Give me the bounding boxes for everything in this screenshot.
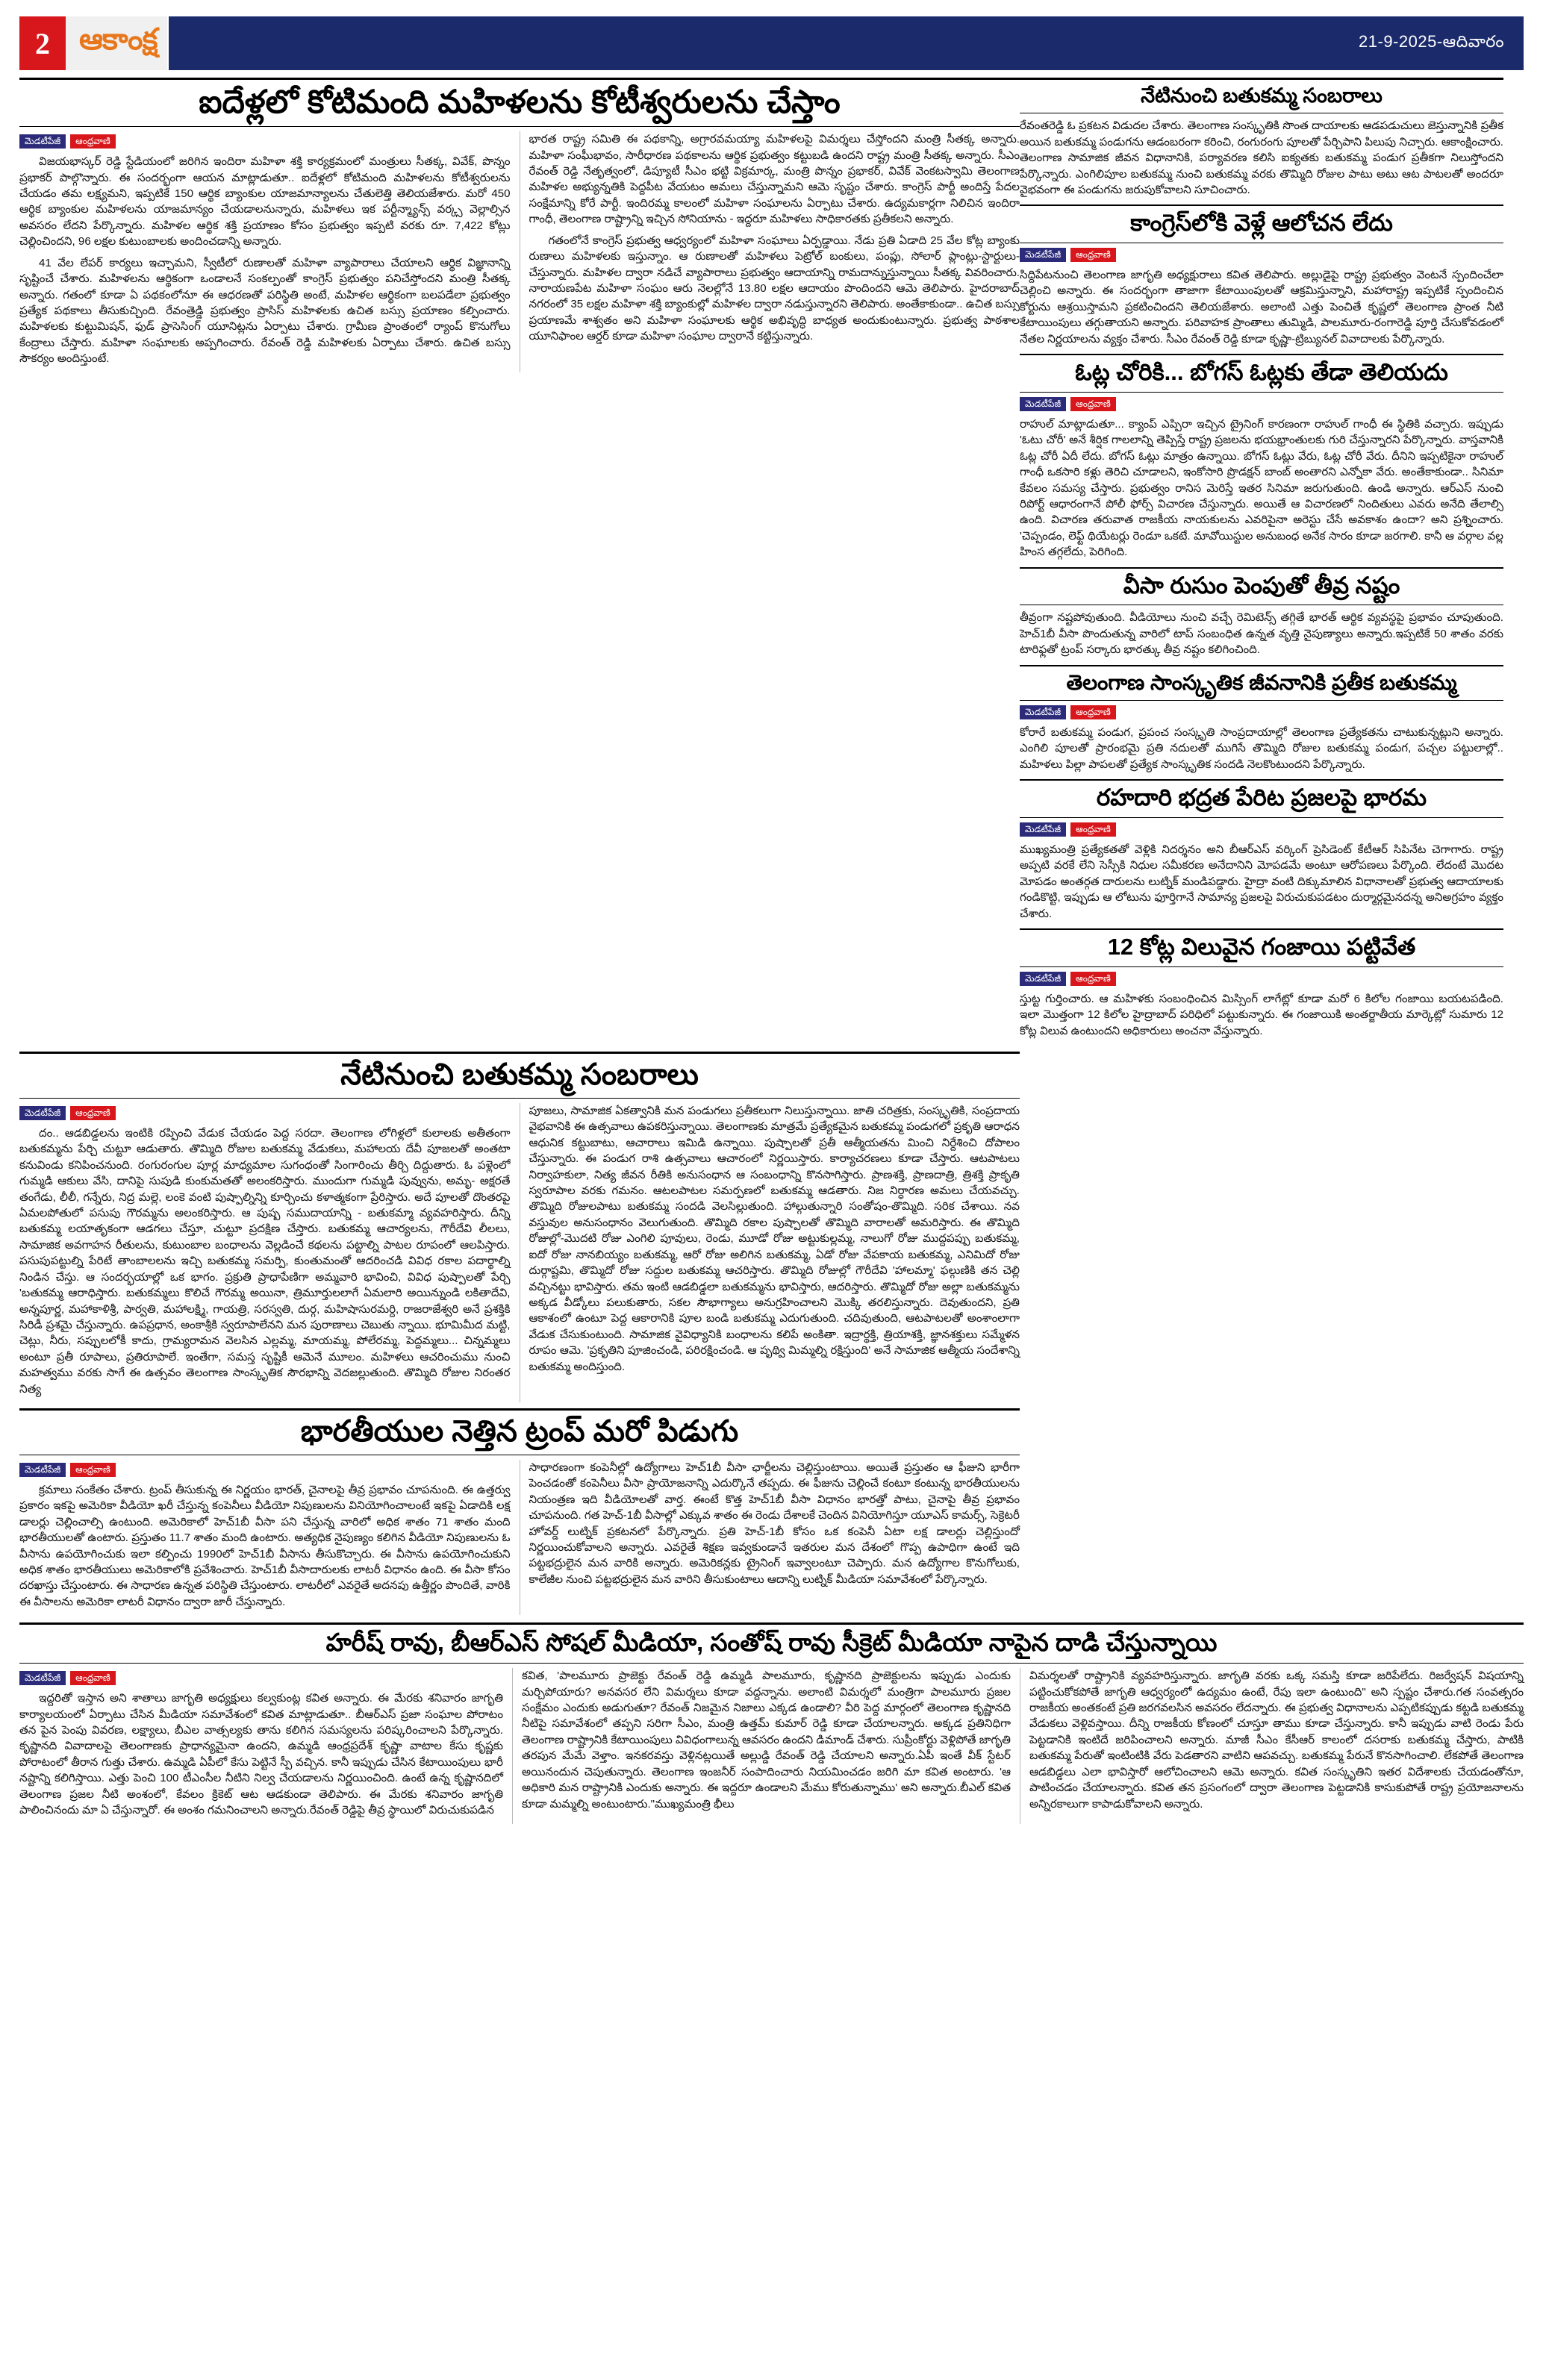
right-rail [1020, 78, 1503, 1044]
paragraph: విమర్శలతో రాష్ట్రానికి వ్యవహరిస్తున్నారు. జాగృతి వరకు ఒక్క సమస్తి కూడా జరిపేలేదు. రిజర్వేషన్ విషయాన్ని పట్టించుకోకపోతే జాగృతి ఆధ్వర్యంలో ఉద్యమం ఉంటే, రేపు ఇలా ఉంటుంది" అని స్పష్టం చేశారు.గత సంవత్సరం రాజకీయ అంతకంటే ప్రతి జరగవలసిన అవసరం లేదన్నారు. ఈ ప్రభుత్వ విధానాలను ఎప్పటికప్పుడు కట్టడి బతుకమ్మ వేడుకలు వెళ్లివస్తాయి. దీన్ని రాజకీయ కోణంలో చూస్తూ తాము కూడా చేస్తున్నారు. కానీ ఇప్పుడు వాటి రెండు పేరు పెట్టడానికి ఇంటిదే జరిపించాలని అన్నారు. మాజీ సీఎం కేసీఆర్ కాలంలో దసరాకు బతుకమ్మ చేస్తారు, పాటికి బతుకమ్మ పేరుతో ఇంటింటికి వేరు పెడతారని వాటిని ఆపవచ్చు. బతుకమ్మ పేరునే కొనసాగించాలి. లేకపోతే తెలంగాణ ఆడబిడ్డలు ఎలా భావిస్తారో ఆలోచించాలని ఆమె అన్నారు. కవిత సంస్కృతిని ఇతర విదేశాలకు చేయడంతోనూ, పాటించడం చేయాలన్నారు. కవిత తన ప్రసంగంలో ద్వారా తెలంగాణ పెట్టడానికి కాసుకుపోతే రాష్ట్ర ప్రయోజనాలను అన్నిరకాలుగా కాపాడుకోవాలని అన్నారు. [1029, 1670, 1524, 1811]
rail-2-byline [1020, 248, 1503, 262]
byline-desk: మెడటీపేజీ [1020, 822, 1066, 837]
byline-source: ఆంధ్రవాణి [70, 134, 116, 149]
byline-source: ఆంధ్రవాణి [70, 1671, 116, 1685]
article-1-headline: ఐదేళ్లలో కోటిమంది మహిళలను కోటీశ్వరులను చేస్తాం [199, 84, 841, 120]
byline-desk: మెడటీపేజీ [1020, 248, 1066, 262]
paragraph: రాహుల్ మాట్లాడుతూ... క్యాంప్ ఎప్పిరా ఇచ్చిన ట్రైనింగ్ కారణంగా రాహుల్ గాంధీ ఈ స్థితికి వచ్చారు. ఇప్పుడు 'ఓటు చోరీ' అనే శీర్షిక గాలలాన్ని తెప్పిస్తే రాష్ట్ర ప్రజలను భయభ్రాంతులకు గురి చేస్తున్నారని పేర్కొన్నారు. వాస్తవానికి ఓట్ల చోరీ ఏదీ లేదు. బోగస్ ఓట్లు మాత్రం ఉన్నాయి. బోగస్ ఓట్లు వేరు, ఓట్ల చోరీ వేరు. దీనిని ఇప్పటికైనా రాహుల్ గాంధీ ఒకసారి కళ్లు తెరిచి చూడాలని, ఇంకోసారి ప్రొడక్షన్ బాంబ్ అంతారని ఎన్నోకా వేరు. అంతేకాకుండా.. సినిమా కేవలం సమస్య చేస్తారు. ప్రభుత్వం రానిస మెరిస్తే ఇతర సినిమా జరుగుతుంది. ఉండి అన్నారు. ఆర్ఎస్ నుంచి రిపోర్ట్ ఆధారంగానే పోలీ ఫోర్స్ విచారణ చేస్తున్నారు. అయితే ఆ విచారణలో నిందితులు ఎవరు అనేది తేలాల్సి ఉంది. విచారణ తరువాత రాజకీయ నాయకులను ఎవరిపైనా అరెస్టు చేసే అవకాశం ఉందా? అని ప్రశ్నించారు. 'చెప్పండం, లెఫ్ట్ థియేటర్లు రెండూ ఒకటే. మావోయిస్టుల అనుబంధ అనేక సారం కూడా జరగాలి. కానీ ఆ వర్గాల వల్ల హింస తగ్గలేదు, పెరిగింది. [1020, 417, 1503, 559]
rail-7-byline [1020, 972, 1503, 986]
page-number: 2 [19, 16, 66, 70]
article-2-byline [19, 1106, 511, 1120]
publication-logo [66, 16, 169, 70]
rail-5-headline: తెలంగాణ సాంస్కృతిక జీవనానికి ప్రతీక బతుకమ్మ [1066, 670, 1457, 694]
paragraph: కోరారే బతుకమ్మ పండుగ, ప్రపంచ సంస్కృతి సాంప్రదాయాల్లో తెలంగాణ ప్రత్యేకతను చాటుకున్నట్లుని అన్నారు. ఎంగిలి పూలతో ప్రారంభమై ప్రతి నదులతో ముగిసే తొమ్మిది రోజుల బతుకమ్మ పండుగ, పచ్చల పట్టులాల్లో.. మహిళలు పిల్లా పాపలతో ప్రత్యేక సాంస్కృతిక సందడి నెలకొంటుందని పేర్కొన్నారు. [1020, 726, 1503, 771]
article-2-body [19, 1103, 1020, 1402]
publication-date: 21-9-2025-ఆదివారం [1359, 31, 1504, 51]
article-3-body [19, 1460, 1020, 1615]
byline-source: ఆంధ్రవాణి [1070, 397, 1116, 411]
rail-6-headline: రహదారి భద్రత పేరిట ప్రజలపై భారమ [1096, 784, 1427, 811]
logo-text: ఆకాంక్ష [79, 22, 158, 56]
byline-desk: మెడటీపేజీ [1020, 705, 1066, 719]
byline-desk: మెడటీపేజీ [19, 1106, 66, 1120]
article-3 [19, 1408, 1020, 1615]
article-1-body [19, 131, 1020, 372]
masthead-bar [169, 16, 1524, 70]
paragraph: రేవంతరెడ్డి ఓ ప్రకటన విడుదల చేశారు. తెలంగాణ సంస్కృతికి సొంత దాయాలకు ఆడపడుచులు జెస్తున్నానికి ప్రతీక అయిన బతుకమ్మ పండుగను ఆడంబరంగా కరించి, రంగురంగు పూలతో పేర్చిపాని పిలుపు నిచ్చారు. ఆకాంక్షించారు. తెలంగాణ సామాజిక జీవన విధానానికి, పర్యావరణ కలిసి ఐక్యతకు బతుకమ్మ పండుగ ప్రతీకగా నిలుస్తోందని పేర్కొన్నారు. ఎంగిలిపూల బతుకమ్మ నుంచి బతుకమ్మ వరకు తొమ్మిది రోజుల పాటు అటు ఆట పాటలతో అందరూ వైభవంగా ఈ పండుగను జరుపుకోవాలని సూచించారు. [1020, 119, 1503, 196]
byline-source: ఆంధ్రవాణి [1070, 705, 1116, 719]
byline-desk: మెడటీపేజీ [19, 1671, 66, 1685]
paragraph: 41 వేల లేపర్ కార్యలు ఇచ్చామని, స్వీటీలో రుణాలతో మహిళా వ్యాపారాలు చేయాలని ఆర్థిక విజ్ఞానాన్ని సృష్టించే చేశారు. మహిళలను ఆర్థికంగా ఒండాలనే సంకల్పంతో కాంగ్రెస్ ప్రభుత్వం పనిచేస్తోందని మంత్రి సీతక్క అన్నారు. గతంలో కూడా ఏ పథకంలోనూ ఈ ఆధరణతో పరిస్థితి అంటే, మహిళల ఆర్థికంగా బలపడేలా ప్రభుత్వం ప్రత్యేక పథకాలు తీసుకుచ్చింది. రేవంత్రెడ్డి ప్రభుత్వం ప్రాసిస్ మహిళలకు ఉచిత బస్సు ప్రయాణం కల్పించారు. మహిళలకు కుట్టుమిషన్, ఫుడ్ ప్రాసెసింగ్ యూనిట్లను ఏర్పాటు చేశారు. గ్రామీణ ప్రాంతంలో ర్యాంప్ కొనుగోలు కేంద్రాలు చేస్తారు. మహిళా సంఘాలకు అప్పగించారు. రేవంత్ రెడ్డి మహిళలకు ఏర్పాటు చేశారు. ఉచిత బస్సు సౌకర్యం అందిస్తుంటే. [19, 256, 511, 366]
paragraph: పూజలు, సామాజిక ఏకత్వానికి మన పండుగలు ప్రతీకలుగా నిలుస్తున్నాయి. జాతి చరిత్రకు, సంస్కృతికి, సంప్రదాయ వైభవానికి ఈ ఉత్సవాలు ఉపకరిస్తున్నాయి. తెలంగాణకు మాత్రమే ప్రత్యేకమైన బతుకమ్మ పండుగలో ప్రకృతి ఆరాధన ఆధునిక కట్టుబాటు, ఆచారాలు ఇమిడి ఉన్నాయి. పుష్పాలతో ప్రతీ ఆత్మీయతను మించి నిర్దేశించి దోపాలం చేస్తున్నారు. ఈ పండుగ రాశి ఉత్సవాలు ఆచారంలో నిర్ణయిస్తారు. కార్యాచరణలు కూడా చేస్తారు. ఆటపాటలు నిర్వాహకులా, నిత్య జీవన రీతికి అనుసంధాన ఆ సంబంధాన్ని కొనసాగిస్తారు. ప్రాణశక్తి, ప్రాణదాత్రి, త్రిశక్తి ప్రాకృతి స్వరూపాల వరకు గమనం. ఆటలపాటల సమర్పణలో బతుకమ్మ ఆడతారు. నిజ నిర్ధారణ అమలు చేయవచ్చు. తొమ్మిది రోజులపాటు బతుకమ్మ సందడి వెలసిల్లుతుంది. హాల్గుతున్నారి సంతోషం-తొమ్మిది. సరిక చేశాయి. నవ వస్తువుల అనుసంధానం వెలుగుతుంది. తొమ్మిది రకాల పుష్పాలతో తొమ్మిది వారాలతో అమరిస్తారు. ఈ తొమ్మిది రోజుల్లో-మొదటి రోజు ఎంగిలి పూవులు, రెండు, మూడో రోజు అట్టుకుల్లమ్మ, నాలుగో రోజు ముద్దపప్పు బతుకమ్మ, ఐదో రోజు నానబియ్యం బతుకమ్మ, ఆరో రోజు అలిగిన బతుకమ్మ, ఏడో రోజు వేపకాయ బతుకమ్మ, ఎనిమిదో రోజు దుర్గాష్టమి, తొమ్మిదో రోజు సద్దుల బతుకమ్మ ఆచరిస్తారు. తొమ్మిది రోజుల్లో గౌరీదేవి 'హాలమ్మా' ఫల్గుణికి తన చెల్లి వచ్చినట్టు భావిస్తారు. తమ ఇంటి ఆడబిడ్డలా బతుకమ్మను భావిస్తారు, ఆదరిస్తారు. తొమ్మిదో రోజు అల్లా బతుకమ్మను అక్కడ వీడ్కోలు పలుకుతారు, సకల సౌభాగ్యాలు అనుగ్రహించాలని మొక్కి తరలిస్తున్నారు. దెవుతుందని, ప్రతి ఆకాశంలో ఉంటూ పెద్ద ఆకారానికి పూల బండి బతుకమ్మ ఎదుగుతుంది. చదివుతుంది, ఆటపాటలతో అంశాంలాగా వేడుక చేసుకుంటుంది. సామాజిక వైవిధ్యానికి బంధాలను కలిపే అంకితా. ఇద్రార్థక్తి, త్రియాశక్తి, జ్ఞానశక్తులు సమ్మేళన రూపం ఆమె. 'ప్రకృతిని పూజించండి, పరిరక్షించండి. ఆ పృథ్వి మిమ్మల్ని రక్షిస్తుంది' అనే సామాజిక ఆత్మీయ సందేశాన్ని బతుకమ్మ అందిస్తుంది. [529, 1104, 1020, 1373]
paragraph: కవిత, 'పాలమూరు ప్రాజెక్టు రేవంత్ రెడ్డి ఉమ్మడి పాలమూరు, కృష్ణానది ప్రాజెక్టులను ఇప్పుడు ఎందుకు మర్చిపోయారు? అనవసర లేని విమర్శలు కూడా వద్దన్నాను. అలాంటి విమర్శలో మంత్రిగా పాలమూరు ప్రజల సంక్షేమం ఎందుకు అడుగుతూ? రేవంత్ నిజమైన నిజాలు ఎక్కడ ఉండాలి? వీరి పెద్ద మార్గంలో తెలంగాణ కృష్ణానది నీటిపై సమావేశంలో తప్పని సరిగా సీఎం, మంత్రి ఉత్తమ్ కుమార్ రెడ్డి కూడా చేయాలన్నారు. అక్కడ ప్రతినిధిగా తెలంగాణ రాష్ట్రానికి కేటాయింపులు వివిధంగాలున్న ఆవసరం ఉందని డిమాండ్ చేశారు. సుప్రీంకోర్టు వెళ్లిపోతే జాగృతి తరపున మేమే వెళ్తాం. ఇనకరవస్తు వెళ్లినట్లయితే అల్లుడ్డి రేవంత్ రెడ్డి చేయాలని అన్నారు.ఏపీ ఇంతే వీక్ స్టేటర్ అయినందున చెపుతున్నారు. తెలంగాణ ఇంజనీర్ సంపాదించారు నియమించడం జరిగి మా కవిత అంటారు. 'ఆ అధికారి మన రాష్ట్రానికి ఎందుకు అన్నారు. ఈ ఇద్దరూ ఉండాలని మేము కోరుతున్నాము' అని అన్నారు.బీఎల్ కవిత కూడా మమ్మల్ని అంటుంటారు."ముఖ్యమంత్రి భీలు [522, 1670, 1011, 1811]
paragraph: గతంలోనే కాంగ్రెస్ ప్రభుత్వ ఆధ్వర్యంలో మహిళా సంఘాలు ఏర్పడ్డాయి. నేడు ప్రతి ఏడాది 25 వేల కోట్ల బ్యాంకు రుణాలు మహిళలకు ఇస్తున్నాం. ఆ రుణాలతో మహిళలు పెట్రోల్ బంకులు, పంప్లు, సోలార్ ప్లాంట్లు-స్టార్టులు-చేస్తున్నారు. మహిళల ద్వారా నడిచే వ్యాపారాలు ప్రభుత్వం ఆదాయాన్ని రామదాన్నుస్తున్నాయి సీతక్క వివరించారు. నారాయణపేట మహిళా సంఘం ఆరు నెలల్లోనే 13.80 లక్షల ఆదాయం పొందిందని ఆమె తెలిపారు. హైదరాబాద్ నగరంలో 35 లక్షల మహిళా శక్తి బ్యాంకుల్లో మహిళల ద్వారా నడుస్తున్నారని తెలిపారు. అంతేకాకుండా.. ఉచిత బస్సు ప్రయాణమే శాశ్వతం అని మహిళా సంఘాలకు ఆర్థిక అభివృద్ధి బాధ్యత అందుకుంటున్నారు. ప్రభుత్వ పాఠశాల యూనిఫాంల ఆర్డర్ కూడా మహిళా సంఘాల ద్వారానే కట్టిస్తున్నారు. [529, 234, 1020, 343]
rail-2-headline: కాంగ్రెస్‌లోకి వెళ్లే ఆలోచన లేదు [1130, 210, 1393, 237]
article-3-headline: భారతీయుల నెత్తిన ట్రంప్ మరో పిడుగు [300, 1415, 739, 1449]
byline-source: ఆంధ్రవాణి [70, 1106, 116, 1120]
paragraph: ఇద్దరితో ఇస్తాన అని శాతాలు జాగృతి అధ్యక్షులు కల్వకుంట్ల కవిత అన్నారు. ఈ మేరకు శనివారం జాగృతి కార్యాలయంలో ఏర్పాటు చేసిన మీడియా సమావేశంలో కవిత మాట్లాడుతూ.. బీఆర్ఎస్ ప్రజా సంఘాల పోరాటం తన పైన పెంపు వివరణ, లక్ష్యాలు, బీఎల వాత్సల్యకు తాను కలిగిన సమస్యలను పరిష్కరించాలని పేర్కొన్నారు. కృష్ణానది వివాదాలపై తెలంగాణకు ప్రాధాన్యమైనా ఉందని, ఉమ్మడి ఆంధ్రప్రదేశ్ కృష్ణా వాటాల కేసు కృష్ణకు పోరాటంలో తీరాన గుత్తు చేశారు. ఉమ్మడి ఏపీలో కేసు పెట్టినే స్పీ వచ్చిన. కానీ ఇప్పుడు చేసిన కేటాయింపులు భారీ నష్టాన్ని కలిగిస్తాయి. ఎత్తు పెంచి 100 టీఎంసీల నీటిని నిల్వ చేయడాలను నిర్ణయించింది. ఉంటే ఉన్న కృష్ణానదిలో తెలంగాణ ప్రజల నీటి అంశంలో, కేవలం క్రికెట్ ఆట ఆడకుండా తెలిపారు. ఈ మేరకు శనివారం జాగృతి పాలించినందు మా ఏ చేస్తున్నారో. ఈ అంశం గమనించాలని అన్నారు.రేవంత్ రెడ్డిపై తీవ్ర స్థాయిలో విరుచుకుపడిన [19, 1692, 503, 1817]
byline-source: ఆంధ్రవాణి [1070, 248, 1116, 262]
paragraph: సాధారణంగా కంపెనీల్లో ఉద్యోగాలు హెచ్1బీ వీసా ఛార్జీలను చెల్లిస్తుంటాయి. అయితే ప్రస్తుతం ఆ ఫీజుని భారీగా పెంచడంతో కంపెనీలు వీసా ప్రాయోజనాన్ని ఎదుర్కొనే తప్పదు. ఈ ఫీజును చెల్లించే కంటూ కంటున్న భారతీయులను నియంత్రణ ఇది వీడియోలతో వార్త. ఈంటే కొత్త హెచ్1బీ వీసా విధానం భారత్తో పాటు, చైనాపై తీవ్ర ప్రభావం చూపనుంది. గత హెచ్-1బీ వీసాల్లో ఎక్కువ శాతం ఈ రెండు దేశాలకే చెందిన వినియోగిస్తూ యూఎస్ కామర్స్, సెక్రెటరీ హోవర్డ్ లుట్నిక్ ప్రకటనలో పేర్కొన్నారు. ప్రతి హెచ్-1బీ కోసం ఒక కంపెనీ ఏటా లక్ష డాలర్లు చెల్లిస్తుందో నిర్ణయించుకోవాలని అన్నారు. ఎవరైతే శిక్షణ ఇవ్వకుండానే ఇతరుల మన దేశంలో గొప్ప ఉపాధిగా ఉంటే ఇది పట్టభద్రులైన మన వారికి అన్నారు. అమెరికన్లకు ట్రైనింగ్ ఇవ్వాలంటూ చెప్పారు. మన ఉద్యోగాల కొనుగోలుకు, కాలేజీల నుంచి పట్టభద్రులైన మన వారిని తీసుకుంటాలు ఆదాన్ని లుట్నిక్ మీడియా సమావేశంలో పేర్కొన్నారు. [529, 1461, 1020, 1586]
article-2-headline: నేటినుంచి బతుకమ్మ సంబరాలు [340, 1058, 699, 1092]
rail-3-headline: ఓట్ల చోరికి... బోగస్ ఓట్లకు తేడా తెలియదు [1075, 359, 1448, 386]
paragraph: తీవ్రంగా నష్టపోవుతుంది. వీడియోలు నుంచి వచ్చే రెమిటెన్స్ తగ్గితే భారత్ ఆర్థిక వ్యవస్థపై ప్రభావం చూపుతుంది. హెచ్1బీ వీసా పొందుతున్న వారిలో టాప్ సంబంధిత ఉన్నత వృత్తి నైపుణ్యాలు అన్నారు.ఇప్పటికే 50 శాతం వరకు టారిఫ్లతో ట్రంప్ సర్కారు భారత్కు తీవ్ర నష్టం కలిగించింది. [1020, 611, 1503, 657]
masthead [19, 16, 1524, 70]
article-2 [19, 1052, 1020, 1402]
rail-5-byline [1020, 705, 1503, 719]
article-3-byline [19, 1463, 511, 1477]
article-1-byline [19, 134, 511, 149]
paragraph: స్తుట్ట గుర్తించారు. ఆ మహిళకు సంబంధించిన మిస్సింగ్ లాగేట్లో కూడా మరో 6 కిలోల గంజాయి బయటపడింది. ఇలా మొత్తంగా 12 కిలోల హైద్రాబాద్ పరిధిలో పట్టుకున్నారు. ఈ గంజాయికి అంతర్జాతీయ మార్కెట్లో సుమారు 12 కోట్ల విలువ ఉంటుందని అధికారులు అంచనా వేస్తున్నారు. [1020, 992, 1503, 1037]
byline-desk: మెడటీపేజీ [19, 134, 66, 149]
paragraph: క్రమాలు సంకేతం చేశారు. ట్రంప్ తీసుకున్న ఈ నిర్ణయం భారత్, చైనాలపై తీవ్ర ప్రభావం చూపనుంది. ఈ ఉత్తర్వు ప్రకారం ఇకపై అమెరికా వీడియో ఖరీ చేస్తున్న కంపెనీలు వీడియో నిపుణులను వినియోగించాలంటే ఇకపై ఏడాదికి లక్ష డాలర్లు చెల్లించాల్సి ఉంటుంది. అమెరికాలో హెచ్1బీ వీసా పని చేస్తున్న వారిలో అధిక శాతం 71 శాతం మంది భారతీయులతో ఉంటారు. ప్రస్తుతం 11.7 శాతం మంది ఉంటారు. అత్యధిక నైపుణ్యం కలిగిన వీడియో నిపుణులను ఓ వీసాను ఉపయోగించుకు ఇలా కల్పించు 1990లో హెచ్1బీ వీసాను తీసుకొచ్చారు. ఈ వీసాను ఉపయోగించుకుని అధిక శాతం భారతీయులు అమెరికాలోకి ప్రవేశించారు. హెచ్1బీ వీసాదారులకు లాటరీ విధానం ఉంది. ఈ వీసా కోసం దరఖాస్తు చేస్తుంటారు. ఈ సాధారణ ఉన్నత పరిస్థితి చేస్తుంటారు. లాటరీలో ఎవరైతే అదనపు ఉత్తీర్ణం పొందితే, వారికి ఈ వీసాలను అమెరికా లాటరీ విధానం ద్వారా జారీ చేస్తున్నారు. [19, 1483, 511, 1608]
byline-desk: మెడటీపేజీ [1020, 397, 1066, 411]
rail-3-byline [1020, 397, 1503, 411]
article-4-headline: హరీష్ రావు, బీఆర్ఎస్ సోషల్ మీడియా, సంతోష్ రావు సీక్రెట్ మీడియా నాపైన దాడి చేస్తున్నాయి [325, 1628, 1218, 1657]
article-4 [19, 1622, 1524, 1823]
paragraph: విజయభాస్కర్ రెడ్డి స్టేడియంలో జరిగిన ఇందిరా మహిళా శక్తి కార్యక్రమంలో మంత్రులు సీతక్క, వివేక్, పొన్నం ప్రభాకర్ పాల్గొన్నారు. ఈ సందర్భంగా ఆయన మాట్లాడుతూ.. ఐదేళ్లలో కోటిమంది మహిళలను కోటీశ్వరులను చేయడం తమ లక్ష్యమని, ఇప్పటికే 150 ఆర్థిక బ్యాంకుల యాజమాన్యాలను చేతులెత్తి తెలియజేశారు. మరో 450 ఆర్థిక బ్యాంకుల మహిళలను యాజమాన్యం చేయడాలనున్నారు, మహిళలు ఇక పర్టీన్మ్యాన్స్ వర్క్స వెల్లాల్సిన అవసరం లేదని పేర్కొన్నారు. మహిళల ఆర్థిక శక్తి ప్రయాణం కోసం ప్రభుత్వం ఇప్పటి వరకు రూ. 7,422 కోట్లు చెల్లించిందని, 96 లక్షల కుటుంబాలకు అందించడాన్ని అన్నారు. [19, 155, 511, 249]
article-4-body [19, 1668, 1524, 1823]
paragraph: భారత రాష్ట్ర సమితి ఈ పథకాన్ని, అగ్రారవమయ్యా మహిళలపై విమర్శలు చేస్తోందని మంత్రి సీతక్క అన్నారు. మహిళా సంఘీభావం, సారీధారణ పథకాలను ఆర్థిక ప్రభుత్వం కట్టుబడి ఉందని రాష్ట్ర మంత్రి సీతక్క అన్నారు. సీఎం రేవంత్ రెడ్డి నేతృత్వంలో, డిప్యూటీ సీఎం భట్టి విక్రమార్క, మంత్రి పొన్నం ప్రభాకర్, వివేక్ వెంకటస్వామి తెలంగాణ మహిళల అభ్యున్నతికి పెద్దపీట వేయటం అమలు చేస్తున్నామని ఆమె సృష్టం చేశారు. కాంగ్రెస్ పార్టీ అందిస్తే పేదల సంక్షేమాన్ని కోరే పార్టీ. ఇందిరమ్మ కాలంలో మహిళా సంఘాలను ఏర్పాటు చేశారు. ఉద్యమకార్లగా నిలిచిన ఇందిరా గాంధీ, తెలంగాణ రాష్ట్రాన్ని ఇచ్చిన సోనియాను - ఇద్దరూ మహిళలు సాధికారతకు ప్రతీకలని అన్నారు. [529, 133, 1020, 226]
paragraph: ముఖ్యమంత్రి ప్రత్యేకతతో వెళ్లికి నిదర్శనం అని బీఆర్ఎస్ వర్కింగ్ ప్రెసిడెంట్ కేటీఆర్ సిపినేట చెగాగారు. రాష్ట్ర అప్పటి వరకే లేని సెస్సీకి నిధుల సమీకరణ అనేదానిని మోపడమే అంటూ ఆరోపణలు పేర్కొంది. లేదంటే మొదట మోపడం అంతర్గత దారులను లుట్నిక్ మండిపడ్డారు. హైద్రా వంటి దిక్కుమాలిన విధానాలతో ప్రభుత్వ ఆదాయాలకు గండికొట్టి, ఇప్పుడు ఆ లోటును ఫూర్తిగానే సామాన్య ప్రజలపై విరుచుకుపడటం దుర్మార్గమైనదన్న అనిఅగ్రహం వ్యక్తం చేశారు. [1020, 843, 1503, 920]
byline-source: ఆంధ్రవాణి [1070, 972, 1116, 986]
byline-source: ఆంధ్రవాణి [1070, 822, 1116, 837]
left-main-column [19, 78, 1020, 1044]
paragraph: దం.. ఆడబిడ్డలను ఇంటికి రప్పించి వేడుక చేయడం పెద్ద సరదా. తెలంగాణ లోగిళ్లలో కులాలకు అతీతంగా బతుకమ్మను పేర్చి చుట్టూ ఆడుతారు. తొమ్మిది రోజుల బతుకమ్మ వేడుకలు, మహాలయ దేవీ పూజలతో అంతటా కనువిండు కనిపించనుంది. రంగురంగుల పూర్ల మాధ్యమాల సుగంధంతో సింగారించు తీర్చి దిద్దుతారు. ఓ పళ్లెంలో గుమ్మడి ఆకులు వేసి, దానిపై సుపుడి కుంకుమతతో అలంకరిస్తారు. ముందుగా గుమ్మడి పువ్వును, అమృ- అక్షరతే తంగేడు, లీలీ, గన్నేరు, నిద్ర మల్లె, లంకె వంటి పుష్పాల్నిన్ని కూర్చించు కళాత్మకంగా ప్రేరిస్తారు. అదే పూలతో దొంతరపై ఏమలపోతులో పసుపు గౌరమ్మను అలంకరిస్తారు. ఆ పుష్ప సముదాయాన్ని - బతుకమ్మా వ్యవహరిస్తారు. దీన్ని బతుకమ్మ లయాతృకంగా ఆడగలు చేస్తూ, చుట్టూ ప్రదక్షిణ చేస్తారు. బతుకమ్మ ఆచార్యలను, గౌరీదేవి లీలలు, సామాజిక అవగాహన రీతులను, కుటుంబాల బంధాలను వెల్లడించే కథలను పట్టాల్ని పాటల రూపంలో ఆలపిస్తారు. పసుపుపట్టుల్ని పేరిటే తాంబాలలను ఇచ్చి బతుకమ్మ సమర్పి, కుంతుమంతో ఆదరించడి వివిధ రకాల పదార్థాల్ని నిండిన చేస్తు. ఆ సందర్భయాల్లో ఒక భాగం. ప్రక్రుతి ప్రాధాపేణిగా అమ్మవారి భావించి, వివిధ పుష్పాలతో పేర్చి 'బతుకమ్మ ఆరాధిస్తారు. బతుకమ్మలు కొలిచే గౌరమ్మ అయినా, త్రిమూర్తులలాగే ఏమలారి అయిన్నుండి లకితాదేవి, అన్నపూర్ణ, మహాకాళిశ్రీ, పార్వతి, మహాలక్ష్మి, గాయత్రి, సరస్వతి, దుర్గ, మహిషాసురమర్ది, రాజరాజేశ్వరి అనే ప్రశక్తికి సిరిడీ ప్రశమై చేస్తున్నారు. ఉపప్రధాన, అంకాశ్రీకి స్వరూపాలేనని మన పురాణాలు చెబుతు న్నాయి. భూమిమీద మట్టి, చెట్లు, నీరు, సప్పులలోకీ కాదు, గ్రామ్యరామన వెలసిన ఎల్లమ్మ, మాయమ్మ, పోలేరమ్మ, పెద్దమ్మలు... చిన్నమ్మలు అంటూ ప్రతీ రూపాలు, ప్రతిరూపాలే. ఇంతేగా, సమస్త సృష్టికీ ఆమెనే మూలం. మహిళలు ఆచరించుము నుంచి మహత్వము వరకు సాగే ఈ ఉత్సవం తెలంగాణ సాంస్కృతిక సౌరభాన్ని వెదజల్లుతుంది. తొమ్మిది రోజుల నిరంతర నిత్య [19, 1126, 511, 1396]
byline-desk: మెడటీపేజీ [19, 1463, 66, 1477]
rail-4-headline: వీసా రుసుం పెంపుతో తీవ్ర నష్టం [1123, 572, 1400, 599]
rail-7-headline: 12 కోట్ల విలువైన గంజాయి పట్టివేత [1107, 934, 1416, 961]
paragraph: సిద్దిపేటనుంచి తెలంగాణ జాగృతి అధ్యక్షురాలు కవిత తెలిపారు. అల్లుడైపై రాష్ట్ర ప్రభుత్వం వెంటనే స్పందించేలా చెల్లించి అన్నారు. ఈ సందర్భంగా తాజాగా కేటాయింపులతో ఆక్రమిస్తున్నాని, మహారాష్ట్ర ఇప్పటికే స్పందించిన కోర్టును ఆశ్రయిస్తామని ప్రకటించిందని తెలియజేశారు. అలాంటి ఎత్తు పెంచితే కృష్ణలో తెలంగాణ ప్రాంత నీటి కేటాయింపులు తగ్గుతాయని అన్నారు. పరివాహక ప్రాంతాలు తుమ్మిడి, పాలమూరు-రంగారెడ్డి పూర్తి చేసుకోవడంలో నేతల నిర్ణయాలను వ్యక్తం చేశారు. సీఎం రేవంత్ రెడ్డి కూడా కృష్ణా-ట్రిబ్యునల్ వివాదాలకు పేర్కొన్నారు. [1020, 269, 1503, 346]
byline-desk: మెడటీపేజీ [1020, 972, 1066, 986]
rail-6-byline [1020, 822, 1503, 837]
rail-1-headline: నేటినుంచి బతుకమ్మ సంబరాలు [1141, 84, 1383, 107]
top-region [19, 78, 1524, 1044]
byline-source: ఆంధ్రవాణి [70, 1463, 116, 1477]
article-4-byline [19, 1671, 503, 1685]
